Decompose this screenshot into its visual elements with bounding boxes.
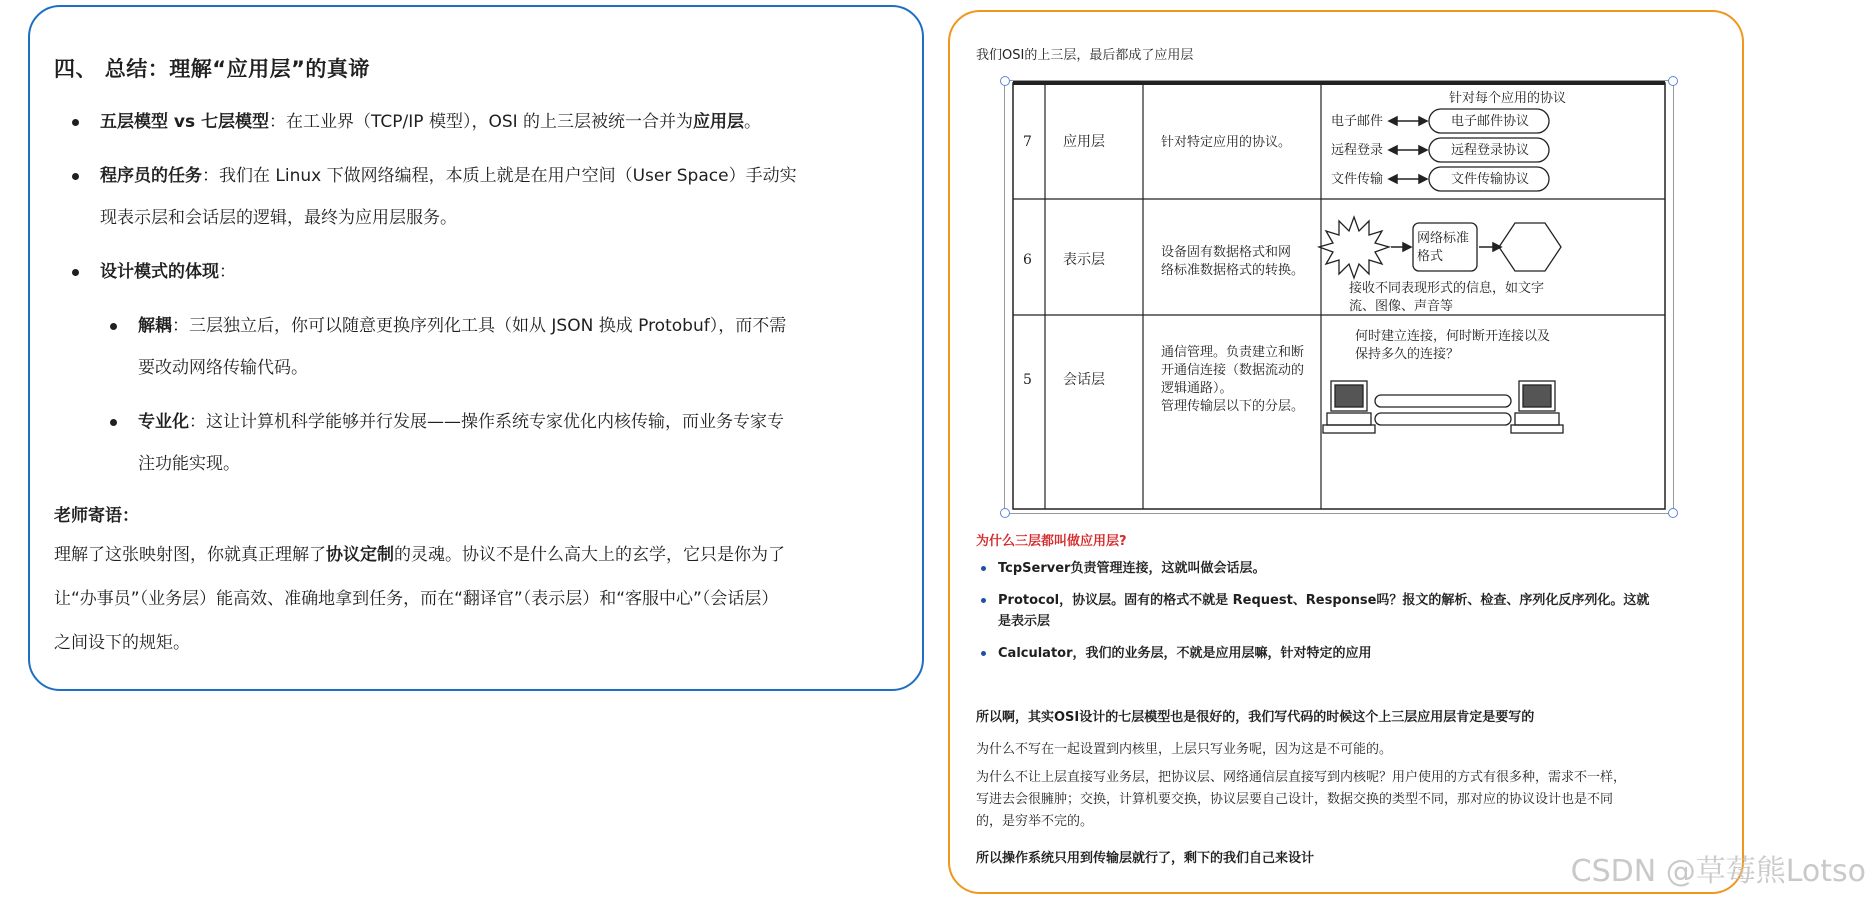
presentation-note: 流、图像、声音等 xyxy=(1349,299,1454,314)
layer-name: 表示层 xyxy=(1063,252,1105,268)
app-label: 文件传输 xyxy=(1331,172,1384,187)
paragraph: 为什么不写在一起设置到内核里，上层只写业务呢，因为这是不可能的。 xyxy=(976,742,1393,757)
bullet-dot xyxy=(110,323,117,330)
layer-desc: 开通信连接（数据流动的 xyxy=(1161,363,1305,378)
bullet-dot xyxy=(110,419,117,426)
app-label: 电子邮件 xyxy=(1331,114,1384,129)
bullet-list xyxy=(976,558,1696,675)
layer-desc: 管理传输层以下的分层。 xyxy=(1161,399,1305,414)
layer-desc: 针对特定应用的协议。 xyxy=(1161,135,1292,150)
summary-content xyxy=(54,53,894,665)
teacher-message: 理解了这张映射图，你就真正理解了协议定制的灵魂。协议不是什么高大上的玄学，它只是你为了 让“办事员”（业务层）能高效、准确地拿到任务，而在“翻译官”（表示层）和“客服中心”（会话层） 之间设下的规矩。 xyxy=(54,545,785,653)
bullet-dot xyxy=(72,269,79,276)
app-label: 远程登录 xyxy=(1331,143,1384,158)
list-item: 程序员的任务：我们在 Linux 下做网络编程，本质上就是在用户空间（User Space）手动实 现表示层和会话层的逻辑，最终为应用层服务。 xyxy=(54,155,894,239)
format-box: 格式 xyxy=(1417,249,1444,264)
list-item: 五层模型 vs 七层模型：在工业界（TCP/IP 模型），OSI 的上三层被统一合并为应用层。 xyxy=(54,101,894,143)
layer-desc: 逻辑通路）。 xyxy=(1161,381,1233,396)
paragraph: 所以啊，其实OSI设计的七层模型也是很好的，我们写代码的时候这个上三层应用层肯定是要写的 xyxy=(976,710,1535,725)
presentation-note: 接收不同表现形式的信息，如文字 xyxy=(1349,281,1545,296)
protocol-box: 文件传输协议 xyxy=(1451,172,1530,187)
notes-card xyxy=(948,10,1744,894)
session-note: 何时建立连接，何时断开连接以及 xyxy=(1355,329,1551,344)
protocol-box: 远程登录协议 xyxy=(1451,143,1530,158)
paragraph: 为什么不让上层直接写业务层，把协议层、网络通信层直接写到内核呢？用户使用的方式有很多种，需求不一样， 写进去会很臃肿；交换，计算机要交换，协议层要自己设计，数据交换的类型不同，那对应的协议设计也是不同 的，是穷举不完的。 xyxy=(976,770,1627,829)
list-item: TcpServer负责管理连接，这就叫做会话层。 xyxy=(976,558,1696,579)
teacher-title: 老师寄语： xyxy=(54,506,139,526)
osi-diagram-image[interactable] xyxy=(1004,80,1674,514)
format-box: 网络标准 xyxy=(1417,231,1470,246)
sub-list-item: 解耦：三层独立后，你可以随意更换序列化工具（如从 JSON 换成 Protobuf），而不需 要改动网络传输代码。 xyxy=(54,305,894,389)
table-header: 针对每个应用的协议 xyxy=(1449,91,1567,106)
layer-desc: 设备固有数据格式和网 xyxy=(1161,245,1292,260)
layer-desc: 通信管理。负责建立和断 xyxy=(1161,345,1305,360)
csdn-watermark: CSDN @草莓熊Lotso xyxy=(1570,854,1866,889)
summary-card xyxy=(28,5,924,691)
list-item: 设计模式的体现： xyxy=(54,251,894,293)
layer-name: 会话层 xyxy=(1063,372,1105,388)
layer-number: 7 xyxy=(1023,134,1032,150)
paragraph: 所以操作系统只用到传输层就行了，剩下的我们自己来设计 xyxy=(976,851,1315,866)
sub-list-item: 专业化：这让计算机科学能够并行发展——操作系统专家优化内核传输，而业务专家专 注功能实现。 xyxy=(54,401,894,485)
bullet-dot xyxy=(72,119,79,126)
layer-number: 6 xyxy=(1023,252,1032,268)
list-item: Calculator，我们的业务层，不就是应用层嘛，针对特定的应用 xyxy=(976,643,1696,664)
summary-heading: 四、 总结：理解“应用层”的真谛 xyxy=(54,57,370,81)
layer-name: 应用层 xyxy=(1063,134,1105,150)
question-heading: 为什么三层都叫做应用层? xyxy=(976,534,1127,549)
notes-intro: 我们OSI的上三层，最后都成了应用层 xyxy=(976,48,1194,63)
protocol-box: 电子邮件协议 xyxy=(1451,114,1530,129)
list-item: Protocol，协议层。固有的格式不就是 Request、Response吗？报文的解析、检查、序列化反序列化。这就 是表示层 xyxy=(976,590,1696,632)
layer-number: 5 xyxy=(1023,372,1032,388)
bullet-dot xyxy=(72,173,79,180)
session-note: 保持多久的连接？ xyxy=(1355,347,1460,362)
layer-desc: 络标准数据格式的转换。 xyxy=(1161,263,1305,278)
